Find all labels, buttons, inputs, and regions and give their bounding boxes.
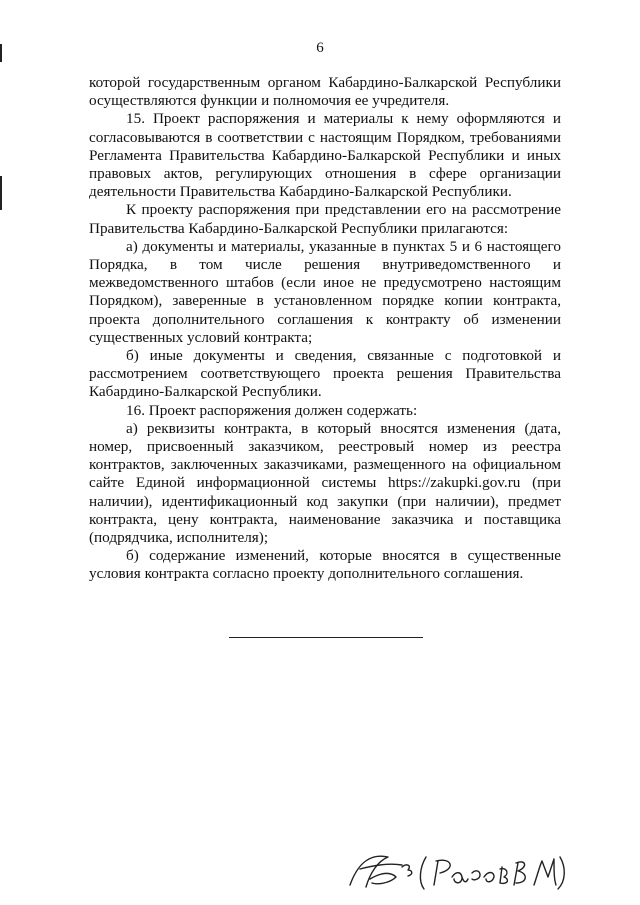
paragraph-15: 15. Проект распоряжения и материалы к нему оформляются и согласовываются в соответствии с настоящим Порядком, требованиями Регламента Правительства Кабардино-Балкарской Республики и иных правовых актов, регулирующих отношения в сфере организации деятельности Правительства Кабардино-Балкарской Республики. bbox=[89, 110, 561, 201]
page-number: 6 bbox=[316, 40, 324, 56]
paragraph-item-b: б) иные документы и сведения, связанные с подготовкой и рассмотрением соответствующего проекта решения Правительства Кабардино-Балкарской Республики. bbox=[89, 347, 561, 401]
paragraph-attachments-intro: К проекту распоряжения при представлении его на рассмотрение Правительства Кабардино-Балкарской Республики прилагаются: bbox=[89, 201, 561, 237]
paragraph-item-a: а) документы и материалы, указанные в пунктах 5 и 6 настоящего Порядка, в том числе решения внутриведомственного и межведомственного штабов (если иное не предусмотрено настоящим Порядком), заверенные в установленном порядке копии контракта, проекта дополнительного соглашения к контракту об изменении существенных условий контракта; bbox=[89, 237, 561, 346]
paragraph-16: 16. Проект распоряжения должен содержать: bbox=[126, 401, 418, 419]
handwritten-signature bbox=[330, 843, 570, 895]
margin-mark-middle bbox=[0, 176, 2, 210]
end-divider bbox=[229, 637, 423, 638]
paragraph-16-item-a: а) реквизиты контракта, в который вносятся изменения (дата, номер, присвоенный заказчиком, реестровый номер из реестра контрактов, заключенных заказчиками, размещенного на официальном сайте Единой информационной системы https://zakupki.gov.ru (при наличии), идентификационный код закупки (при наличии), предмет контракта, цену контракта, наименование заказчика и поставщика (подрядчика, исполнителя); bbox=[89, 419, 561, 547]
paragraph-16-item-b: б) содержание изменений, которые вносятся в существенные условия контракта согласно проекту дополнительного соглашения. bbox=[89, 547, 561, 583]
margin-mark-top bbox=[0, 44, 2, 62]
paragraph-continuation: которой государственным органом Кабардино-Балкарской Республики осуществляются функции и полномочия ее учредителя. bbox=[89, 74, 561, 110]
document-body bbox=[89, 74, 561, 584]
